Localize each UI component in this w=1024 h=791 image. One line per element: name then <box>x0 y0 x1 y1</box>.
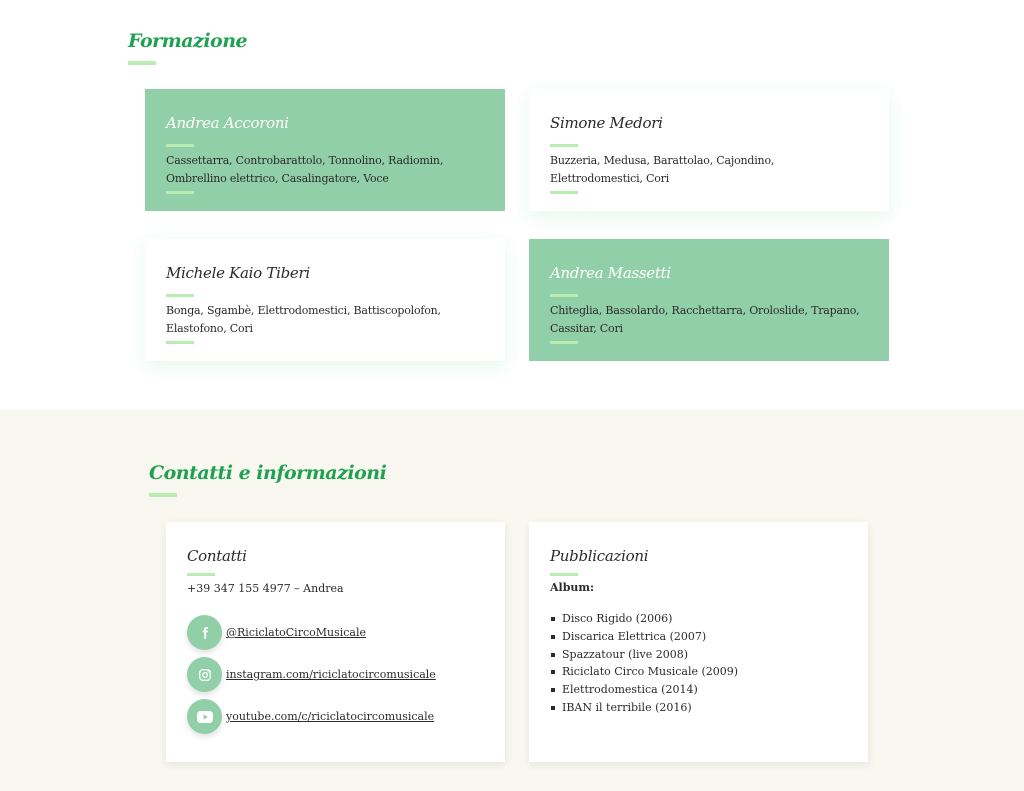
contatti-title-underline <box>149 493 177 497</box>
member-name-underline <box>166 144 194 147</box>
member-name: Andrea Accoroni <box>166 114 289 132</box>
publications-box-title: Pubblicazioni <box>550 547 649 565</box>
contatti-title: Contatti e informazioni <box>149 462 387 484</box>
member-card-andrea-massetti <box>529 239 889 361</box>
facebook-link-row[interactable] <box>187 615 366 650</box>
member-card-bottom-bar <box>550 191 578 194</box>
member-name-underline <box>166 294 194 297</box>
member-instruments: Chiteglia, Bassolardo, Racchettarra, Oroloslide, Trapano, Cassitar, Cori <box>550 304 860 335</box>
member-instruments: Bonga, Sgambè, Elettrodomestici, Battiscopolofon, Elastofono, Cori <box>166 304 441 335</box>
contatti-section <box>0 410 1024 791</box>
phone-number: +39 347 155 4977 – Andrea <box>187 582 344 595</box>
member-name: Andrea Massetti <box>550 264 671 282</box>
formazione-title-underline <box>128 61 156 65</box>
member-instruments: Cassettarra, Controbarattolo, Tonnolino, Radiomin, Ombrellino elettrico, Casalingatore, Voce <box>166 154 444 185</box>
youtube-icon[interactable] <box>187 699 222 734</box>
album-list <box>550 610 847 717</box>
album-item: IBAN il terribile (2016) <box>550 699 847 717</box>
contacts-box-title: Contatti <box>187 547 247 565</box>
publications-box <box>529 522 868 762</box>
member-name-underline <box>550 144 578 147</box>
instagram-link[interactable]: instagram.com/riciclatocircomusicale <box>226 668 436 681</box>
member-name: Simone Medori <box>550 114 663 132</box>
facebook-link[interactable]: @RiciclatoCircoMusicale <box>226 626 366 639</box>
member-card-bottom-bar <box>166 191 194 194</box>
album-item: Discarica Elettrica (2007) <box>550 628 847 646</box>
instagram-icon[interactable] <box>187 657 222 692</box>
contacts-box <box>166 522 505 762</box>
member-name: Michele Kaio Tiberi <box>166 264 310 282</box>
member-card-simone-medori <box>529 89 889 211</box>
publications-box-title-underline <box>550 573 578 576</box>
member-card-michele-kaio-tiberi <box>145 239 505 361</box>
member-card-bottom-bar <box>166 341 194 344</box>
instagram-link-row[interactable] <box>187 657 436 692</box>
album-item: Spazzatour (live 2008) <box>550 646 847 664</box>
album-label: Album: <box>550 581 595 594</box>
youtube-link[interactable]: youtube.com/c/riciclatocircomusicale <box>226 710 435 723</box>
member-card-bottom-bar <box>550 341 578 344</box>
member-card-andrea-accoroni <box>145 89 505 211</box>
album-item: Disco Rigido (2006) <box>550 610 847 628</box>
youtube-link-row[interactable] <box>187 699 434 734</box>
formazione-title: Formazione <box>128 30 248 52</box>
contacts-box-title-underline <box>187 573 215 576</box>
album-item: Elettrodomestica (2014) <box>550 681 847 699</box>
album-item: Riciclato Circo Musicale (2009) <box>550 663 847 681</box>
member-name-underline <box>550 294 578 297</box>
member-instruments: Buzzeria, Medusa, Barattolao, Cajondino, Elettrodomestici, Cori <box>550 154 775 185</box>
facebook-icon[interactable] <box>187 615 222 650</box>
